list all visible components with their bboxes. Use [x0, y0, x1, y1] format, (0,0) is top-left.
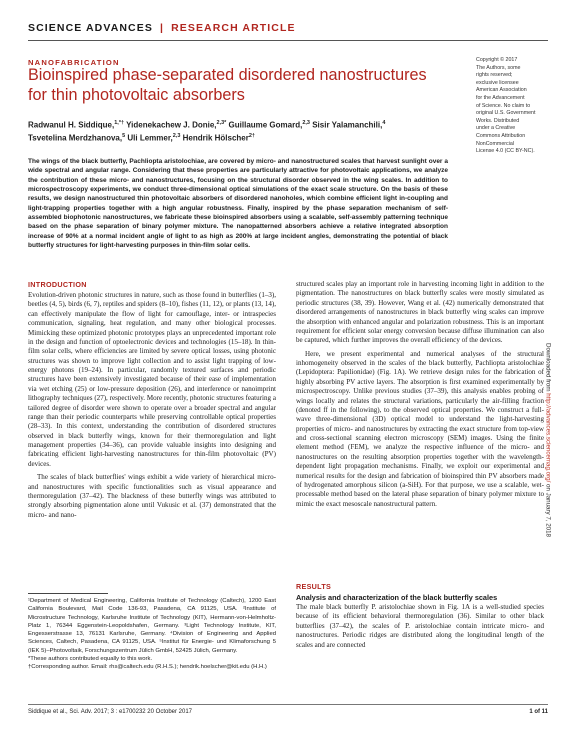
download-link[interactable]: http://advances.sciencemag.org/ — [544, 393, 552, 483]
intro-paragraph-3: structured scales play an important role in harvesting incoming light in addition to the pigmentation. The nanostructures on black butterfly scales were mostly simulated as periodic structures (38, 39). However, Wang et al. (42) numerically demonstrated that disordered arrangements of nanostructures in black butterfly wing scales can improve the absorption with enhanced angular and polarization robustness. This is an important requirement for efficient solar energy conversion because diffuse illumination can also be captured, which further improves the overall efficiency of the devices. — [296, 280, 544, 345]
author-affil: 2,3 — [172, 133, 181, 140]
section-tag: NANOFABRICATION — [28, 58, 120, 67]
journal-name: SCIENCE ADVANCES — [28, 22, 153, 34]
copyright-line: License 4.0 (CC BY-NC). — [476, 148, 535, 155]
journal-header — [28, 22, 548, 34]
author-name[interactable]: Tsvetelina Merdzhanova, — [28, 133, 123, 143]
author-name[interactable]: Radwanul H. Siddique, — [28, 120, 115, 130]
author-name[interactable]: Hendrik Hölscher — [180, 133, 249, 143]
copyright-line: Works. Distributed — [476, 117, 520, 124]
affiliation-rule — [28, 593, 108, 594]
results-heading: RESULTS — [296, 582, 332, 591]
copyright-line: The Authors, some — [476, 64, 521, 71]
author-line-1 — [28, 118, 448, 131]
footer-rule — [28, 704, 548, 705]
equal-contribution-note: *These authors contributed equally to this work. — [28, 656, 153, 663]
page-number: 1 of 11 — [529, 709, 548, 715]
author-name[interactable]: Uli Lemmer, — [125, 133, 173, 143]
results-section — [296, 582, 544, 654]
author-affil: 2,3* — [216, 120, 227, 126]
abstract: The wings of the black butterfly, Pachliopta aristolochiae, are covered by micro- and nanostructured scales that harvest sunlight over a wide spectral and angular range. Considering that these properties are particularly attractive for photovoltaic applications, we analyze the contribution of these micro- and nanostructures, focusing on the structural disorder observed in the wing scales. In addition to microspectroscopy experiments, we conduct three-dimensional optical simulations of the exact scale structure. On the basis of these results, we design nanostructured thin photovoltaic absorbers of disordered nanoholes, which combine efficient light in-coupling and light-trapping properties together with a high angular robustness. Finally, inspired by the phase separation mechanism of self-assembled biophotonic nanostructures, we fabricate these bioinspired absorbers using a scalable, self-assembly patterning technique based on the phase separation of binary polymer mixture. The nanopatterned absorbers achieve a relative integrated absorption increase of 90% at a normal incident angle of light to as high as 200% at large incident angles, demonstrating the potential of black butterfly structures for light-harvesting purposes in thin-film solar cells. — [28, 158, 448, 250]
corresponding-author-note: †Corresponding author. Email: rhs@caltech.edu (R.H.S.); hendrik.hoelscher@kit.edu (H.H.) — [28, 664, 267, 671]
article-title: Bioinspired phase-separated disordered nanostructures for thin photovoltaic absorbers — [28, 66, 427, 104]
page-footer — [28, 709, 548, 719]
copyright-line: Copyright © 2017 — [476, 57, 518, 63]
copyright-line: of Science. No claim to — [476, 102, 531, 109]
right-column — [296, 280, 544, 513]
copyright-line: under a Creative — [476, 125, 516, 132]
footer-citation: Siddique et al., Sci. Adv. 2017; 3 : e1700232 20 October 2017 — [28, 709, 193, 715]
copyright-line: original U.S. Government — [476, 110, 536, 117]
download-suffix: on January 7, 2018 — [544, 482, 552, 538]
author-list — [28, 118, 448, 144]
download-note — [545, 343, 552, 537]
intro-paragraph-1: Evolution-driven photonic structures in nature, such as those found in butterflies (1–3), beetles (4, 5), birds (6, 7), reptiles and spiders (8–10), fishes (11, 12), or plants (13, 14), can effectively manipulate the flow of light for camouflage, inter- or intraspecies communication, signaling, heat regulation, and many other biological processes. Mimicking these optimized photonic prototypes plays an unprecedented important role in the design and function of optoelectronic devices and technologies (15–18). In thin-film solar cells, where efficiencies are limited by severe optical losses, using photonic structures was shown to improve light collection and to assist light trapping of low-energy photons (19–24). In particular, randomly textured surfaces and periodic structures have been extensively investigated because of their ease of implementation via wet etching (25) or low-pressure deposition (26), and interference or nanoimprint lithography techniques (27), respectively. More recently, photonic structures featuring a tailored degree of disorder were shown to operate over a broader spectral and angular range than their periodic counterparts while preserving controllable optical properties (28–33). In this context, understanding the contribution of disordered structures observed in black butterfly wings, known for their thermoregulation and light management properties (34–36), can provide valuable insights into designing and fabricating efficient light-harvesting nanostructures for thin-film photovoltaic (PV) devices. — [28, 291, 276, 468]
author-affil: 4 — [382, 120, 386, 126]
copyright-line: American Association — [476, 87, 527, 94]
intro-heading: INTRODUCTION — [28, 280, 87, 289]
author-affil: 1,*† — [114, 120, 125, 126]
author-name[interactable]: Guillaume Gomard, — [226, 120, 303, 130]
author-affil: 2,3 — [302, 120, 310, 126]
copyright-line: for the Advancement — [476, 94, 525, 101]
copyright-line: rights reserved; — [476, 72, 513, 79]
copyright-line: exclusive licensee — [476, 79, 519, 86]
download-prefix: Downloaded from — [544, 342, 552, 394]
left-column — [28, 280, 276, 524]
journal-line — [28, 22, 548, 34]
copyright-line: Commons Attribution — [476, 132, 526, 139]
copyright-line: NonCommercial — [476, 140, 514, 147]
copyright-box — [476, 57, 552, 156]
article-type: RESEARCH ARTICLE — [171, 22, 296, 34]
results-subheading: Analysis and characterization of the black butterfly scales — [296, 593, 498, 602]
results-paragraph-1: The male black butterfly P. aristolochiae shown in Fig. 1A is a well-studied species because of its efficient behavioral thermoregulation (36). Similar to other black butterflies (37–42), the scales of P. aristolochiae contain intricate micro- and nanostructures. Periodic ridges are distributed along the longitudinal length of the scales and are connected — [296, 603, 544, 649]
author-name[interactable]: Yidenekachew J. Donie, — [124, 120, 217, 130]
author-name[interactable]: Sisir Yalamanchili, — [309, 120, 383, 130]
author-line-2 — [28, 131, 448, 144]
header-rule — [28, 40, 548, 41]
header-separator: | — [159, 22, 165, 34]
intro-paragraph-4: Here, we present experimental and numerical analyses of the structural inhomogeneity observed in the scales of the black butterfly, Pachliopta aristolochiae (Lepidoptera: Papilionidae) (Fig. 1A). We retrieve design rules for the fabrication of highly absorbing PV active layers. The absorption is first examined experimentally by microspectroscopy. Unlike previous studies (37–39), this analysis enables probing of wings locally and relates the structural variations, particularly the air-filling fraction (denoted ff in the following), to the observed optical properties. We construct a full-wave three-dimensional (3D) optical model to understand the light-harvesting properties of micro- and nanostructures by extracting the exact structure from top-view and cross-sectional scanning electron microscopy (SEM) images. Using the finite element method (FEM), we analyze the respective influence of the micro- and nanostructures on the resulting absorption properties together with the wavelength-dependent light propagation mechanisms. Finally, we exploit our experimental and numerical results for the design and fabrication of bioinspired thin PV absorbers made of hydrogenated amorphous silicon (a-SiH). For that purpose, we use a scalable, wet-processable method based on the lateral phase separation of binary polymer mixture to mimic the exact mesoscale nanostructural pattern. — [296, 349, 544, 508]
affiliations — [28, 597, 276, 672]
author-affil: 2† — [248, 133, 255, 140]
affiliation-list: ¹Department of Medical Engineering, California Institute of Technology (Caltech), 1200 East California Boulevard, Mail Code 136-93, Pasadena, CA 91125, USA. ²Institute of Microstructure Technology, Karlsruhe Institute of Technology (KIT), Hermann-von-Helmholtz-Platz 1, 76344 Eggenstein-Leopoldshafen, Germany. ³Light Technology Institute, KIT, Engesserstrasse 13, 76131 Karlsruhe, Germany. ⁴Division of Engineering and Applied Sciences, Caltech, Pasadena, CA 91125, USA. ⁵Institut für Energie- und Klimaforschung 5 (IEK 5)–Photovoltaik, Forschungszentrum Jülich GmbH, 52425 Jülich, Germany. — [28, 598, 276, 654]
author-affil: 5 — [122, 133, 126, 140]
intro-paragraph-2: The scales of black butterflies' wings exhibit a wide variety of hierarchical micro- and nanostructures with specific functionalities such as visual appearance and thermoregulation (37–42). The blackness of these butterfly wings was attributed to strongly absorbing pigmentation alone until Vukusic et al. (37) demonstrated that the micro- and nano- — [28, 473, 276, 519]
